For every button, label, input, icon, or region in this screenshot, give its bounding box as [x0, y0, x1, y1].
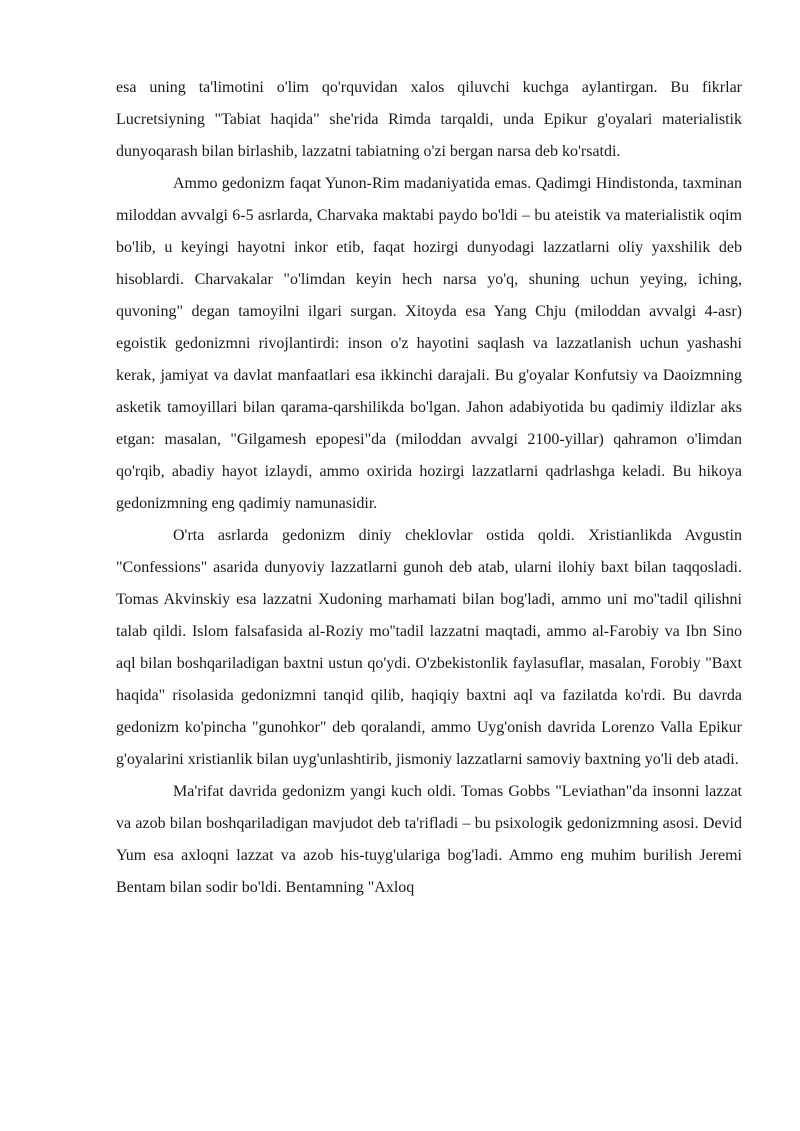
paragraph-3: O'rta asrlarda gedonizm diniy cheklovlar ostida qoldi. Xristianlikda Avgustin "Confessions" asarida dunyoviy lazzatlarni gunoh deb atab, ularni ilohiy baxt bilan taqqosladi. Tomas Akvinskiy esa lazzatni Xudoning marhamati bilan bog'ladi, ammo uni mo''tadil qilishni talab qildi. Islom falsafasida al-Roziy mo''tadil lazzatni maqtadi, ammo al-Farobiy va Ibn Sino aql bilan boshqariladigan baxtni ustun qo'ydi. O'zbekistonlik faylasuflar, masalan, Forobiy "Baxt haqida" risolasida gedonizmni tanqid qilib, haqiqiy baxtni aql va fazilatda ko'rdi. Bu davrda gedonizm ko'pincha "gunohkor" deb qoralandi, ammo Uyg'onish davrida Lorenzo Valla Epikur g'oyalarini xristianlik bilan uyg'unlashtirib, jismoniy lazzatlarni samoviy baxtning yo'li deb atadi. — [116, 527, 742, 768]
document-page — [116, 72, 742, 904]
paragraph-4: Ma'rifat davrida gedonizm yangi kuch oldi. Tomas Gobbs "Leviathan"da insonni lazzat va azob bilan boshqariladigan mavjudot deb ta'rifladi – bu psixologik gedonizmning asosi. Devid Yum esa axloqni lazzat va azob his-tuyg'ulariga bog'ladi. Ammo eng muhim burilish Jeremi Bentam bilan sodir bo'ldi. Bentamning "Axloq — [116, 783, 742, 896]
paragraph-2: Ammo gedonizm faqat Yunon-Rim madaniyatida emas. Qadimgi Hindistonda, taxminan miloddan avvalgi 6-5 asrlarda, Charvaka maktabi paydo bo'ldi – bu ateistik va materialistik oqim bo'lib, u keyingi hayotni inkor etib, faqat hozirgi dunyodagi lazzatlarni oliy yaxshilik deb hisoblardi. Charvakalar "o'limdan keyin hech narsa yo'q, shuning uchun yeying, iching, quvoning" degan tamoyilni ilgari surgan. Xitoyda esa Yang Chju (miloddan avvalgi 4-asr) egoistik gedonizmni rivojlantirdi: inson o'z hayotini saqlash va lazzatlanish uchun yashashi kerak, jamiyat va davlat manfaatlari esa ikkinchi darajali. Bu g'oyalar Konfutsiy va Daoizmning asketik tamoyillari bilan qarama-qarshilikda bo'lgan. Jahon adabiyotida bu qadimiy ildizlar aks etgan: masalan, "Gilgamesh epopesi"da (miloddan avvalgi 2100-yillar) qahramon o'limdan qo'rqib, abadiy hayot izlaydi, ammo oxirida hozirgi lazzatlarni qadrlashga keladi. Bu hikoya gedonizmning eng qadimiy namunasidir. — [116, 175, 742, 512]
paragraph-1: esa uning ta'limotini o'lim qo'rquvidan xalos qiluvchi kuchga aylantirgan. Bu fikrlar Lucretsiyning "Tabiat haqida" she'rida Rimda tarqaldi, unda Epikur g'oyalari materialistik dunyoqarash bilan birlashib, lazzatni tabiatning o'zi bergan narsa deb ko'rsatdi. — [116, 79, 742, 160]
